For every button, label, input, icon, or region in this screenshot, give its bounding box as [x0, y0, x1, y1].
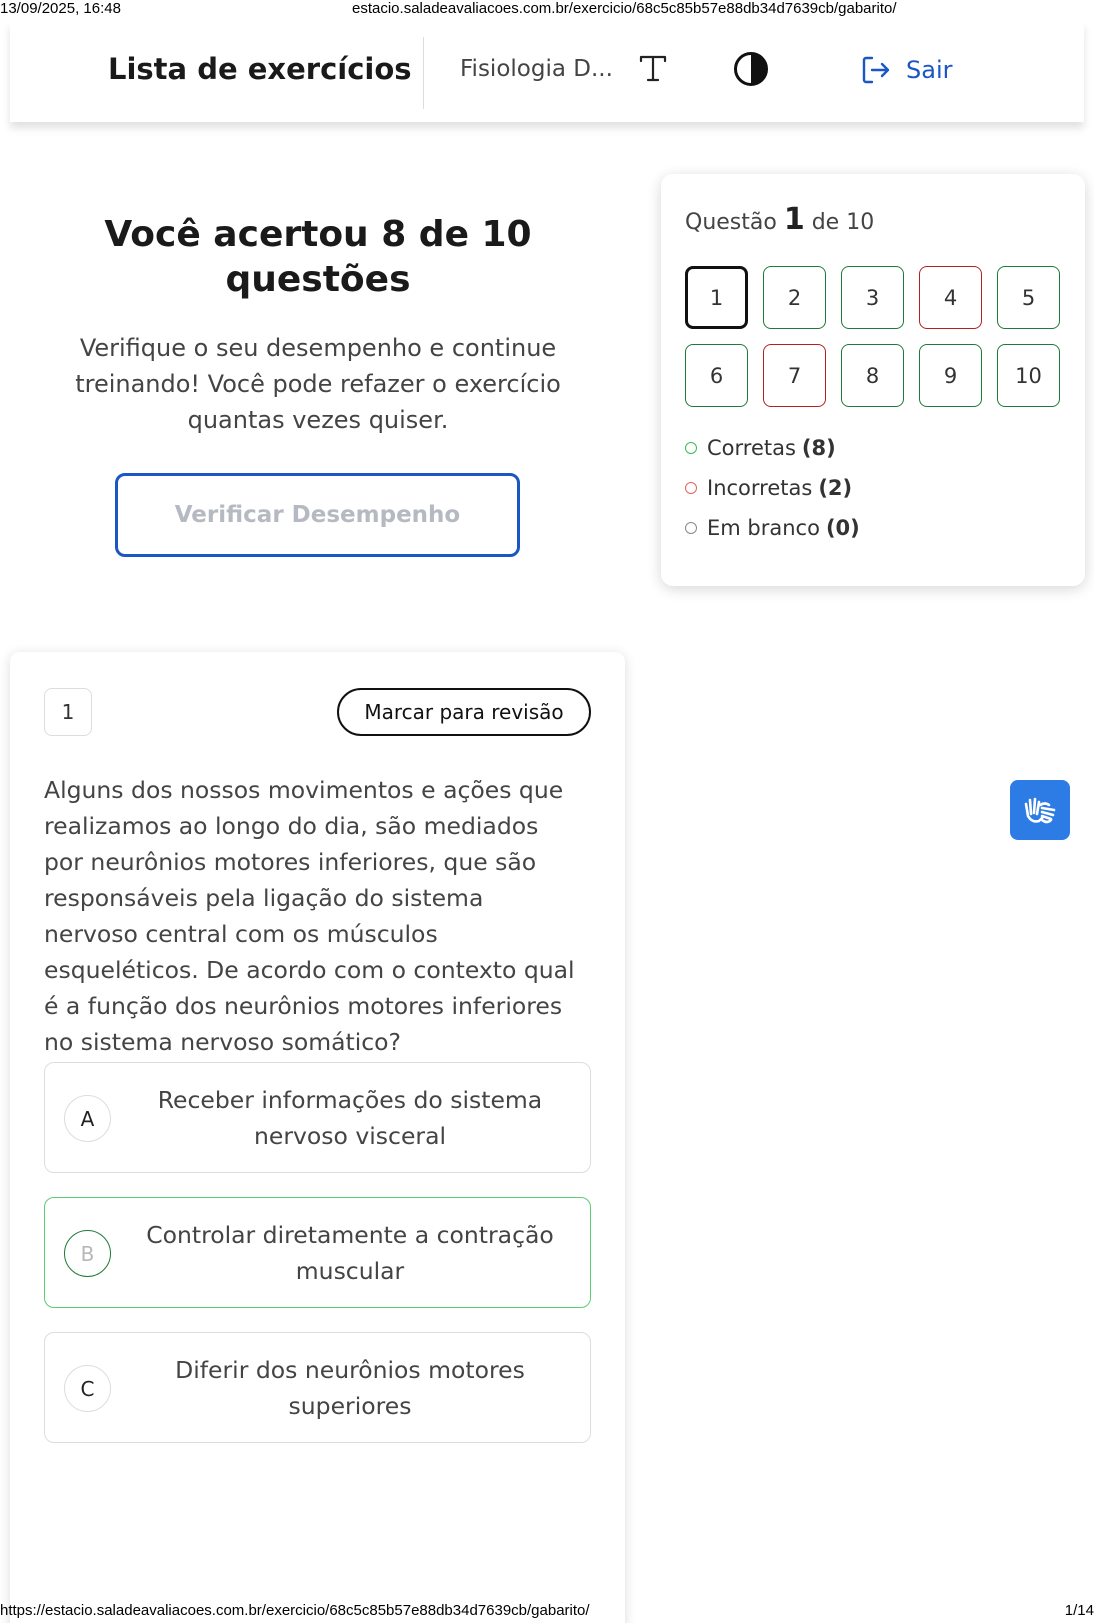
- option-text: Receber informações do sistema nervoso visceral: [157, 1085, 543, 1150]
- question-text: Alguns dos nossos movimentos e ações que realizamos ao longo do dia, são mediados por neurônios motores inferiores, que são responsáveis pela ligação do sistema nervoso central com os músculos esqueléticos. De acordo com o contexto qual é a função dos neurônios motores inferiores no sistema nervoso somático?: [44, 776, 575, 1056]
- font-size-icon[interactable]: [635, 50, 671, 86]
- question-nav-button[interactable]: 9: [919, 344, 982, 407]
- option-b[interactable]: [44, 1197, 591, 1308]
- legend-count: (2): [818, 476, 853, 500]
- legend-item: [685, 468, 860, 508]
- question-nav-button[interactable]: 2: [763, 266, 826, 329]
- legend-label: Corretas: [707, 436, 796, 460]
- option-text: Controlar diretamente a contração muscular: [146, 1220, 554, 1285]
- option-letter: C: [64, 1365, 111, 1412]
- question-card: [10, 652, 625, 1623]
- legend-label: Incorretas: [707, 476, 813, 500]
- option-a[interactable]: [44, 1062, 591, 1173]
- option-c[interactable]: [44, 1332, 591, 1443]
- header-divider: [423, 37, 424, 109]
- print-footer-url: https://estacio.saladeavaliacoes.com.br/exercicio/68c5c85b57e88db34d7639cb/gabarito/: [0, 1602, 590, 1619]
- print-url: estacio.saladeavaliacoes.com.br/exercicio/68c5c85b57e88db34d7639cb/gabarito/: [352, 0, 897, 17]
- question-nav-button[interactable]: 5: [997, 266, 1060, 329]
- legend-count: (0): [825, 516, 860, 540]
- logout-label: Sair: [906, 56, 953, 84]
- status-dot-icon: [685, 442, 697, 454]
- question-nav-button[interactable]: 7: [763, 344, 826, 407]
- question-navigator: [661, 174, 1085, 586]
- print-header: [0, 0, 1094, 18]
- result-text: Verifique o seu desempenho e continue treinando! Você pode refazer o exercício quantas vezes quiser.: [75, 334, 561, 434]
- question-nav-button[interactable]: 1: [685, 266, 748, 329]
- status-dot-icon: [685, 522, 697, 534]
- question-nav-button[interactable]: 10: [997, 344, 1060, 407]
- result-title: Você acertou 8 de 10 questões: [104, 214, 532, 300]
- option-text: Diferir dos neurônios motores superiores: [175, 1355, 525, 1420]
- legend-item: [685, 508, 860, 548]
- option-letter: B: [64, 1230, 111, 1277]
- logout-icon: [858, 52, 894, 88]
- print-footer: [0, 1602, 1094, 1620]
- verify-performance-button[interactable]: Verificar Desempenho: [115, 473, 520, 557]
- question-number: 1: [44, 688, 92, 736]
- navigator-current: 1: [783, 202, 805, 237]
- sign-language-hands-icon[interactable]: [1010, 780, 1070, 840]
- logout-button[interactable]: [858, 50, 952, 90]
- contrast-icon[interactable]: [732, 50, 770, 88]
- print-datetime: 13/09/2025, 16:48: [0, 0, 121, 17]
- status-dot-icon: [685, 482, 697, 494]
- mark-for-review-button[interactable]: Marcar para revisão: [337, 688, 591, 736]
- legend-item: [685, 428, 860, 468]
- question-grid: [685, 266, 1065, 407]
- question-nav-button[interactable]: 3: [841, 266, 904, 329]
- question-nav-button[interactable]: 4: [919, 266, 982, 329]
- course-name: Fisiologia D...: [460, 56, 613, 82]
- navigator-prefix: Questão: [685, 210, 777, 235]
- page-title: Lista de exercícios: [108, 52, 412, 86]
- navigator-suffix: de 10: [811, 210, 875, 235]
- status-legend: [685, 428, 860, 548]
- legend-label: Em branco: [707, 516, 820, 540]
- question-nav-button[interactable]: 8: [841, 344, 904, 407]
- navigator-title: [685, 202, 874, 237]
- option-letter: A: [64, 1095, 111, 1142]
- question-nav-button[interactable]: 6: [685, 344, 748, 407]
- print-page-number: 1/14: [1064, 1602, 1094, 1619]
- app-header: [10, 22, 1084, 122]
- legend-count: (8): [801, 436, 836, 460]
